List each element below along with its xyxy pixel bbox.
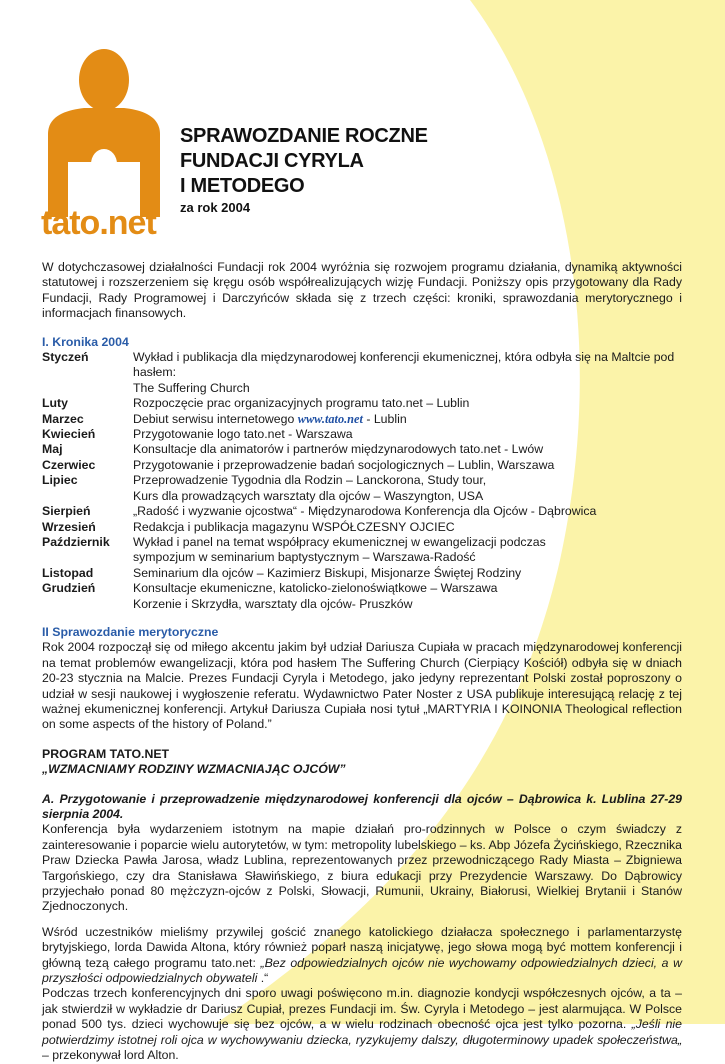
program-heading: PROGRAM TATO.NET xyxy=(42,746,170,761)
alton-paragraph xyxy=(42,925,682,987)
month-name-spacer xyxy=(42,489,133,504)
kronika-row xyxy=(42,396,682,411)
kronika-row xyxy=(42,535,682,550)
month-description-text: Debiut serwisu internetowego xyxy=(133,411,295,426)
kronika-list xyxy=(42,350,682,612)
intro-paragraph: W dotychczasowej działalności Fundacji rok 2004 wyróżnia się rozwojem programu działania, dynamiką aktywności statutowej i rozszerzeniem się kręgu osób współrealizujących wizję Fundacji. Poniższy opis przygotowany dla Rady Fundacji, Rady Programowej i Darczyńców składa się z trzech części: kroniki, sprawozdania merytorycznego i informacjach finansowych. xyxy=(42,260,682,321)
month-name: Styczeń xyxy=(42,350,89,365)
kronika-row xyxy=(42,581,682,596)
kronika-row xyxy=(42,489,682,504)
kronika-row xyxy=(42,597,682,612)
month-description-text: Konsultacje dla animatorów i partnerów międzynarodowych tato.net - Lwów xyxy=(133,442,544,457)
month-description xyxy=(133,458,682,473)
kronika-row xyxy=(42,442,682,457)
kronika-row xyxy=(42,473,682,488)
month-description xyxy=(133,566,682,581)
month-name-spacer xyxy=(42,381,133,396)
document-title xyxy=(180,124,428,215)
month-description-text: sympozjum w seminarium baptystycznym – Warszawa-Radość xyxy=(133,550,476,565)
month-name: Marzec xyxy=(42,411,84,426)
month-description xyxy=(133,550,682,565)
kronika-row xyxy=(42,520,682,535)
alton-quote-end: .“ xyxy=(257,971,269,986)
month-description-text: Przygotowanie logo tato.net - Warszawa xyxy=(133,427,353,442)
month-description-text: Redakcja i publikacja magazynu WSPÓŁCZESNY OJCIEC xyxy=(133,519,455,534)
month-description xyxy=(133,597,682,612)
month-description xyxy=(133,442,682,457)
month-name-spacer xyxy=(42,550,133,565)
month-description xyxy=(133,381,682,396)
title-line-2: FUNDACJI CYRYLA xyxy=(180,150,364,172)
logo-wordmark: tato.net xyxy=(41,204,156,242)
month-description-text: Seminarium dla ojców – Kazimierz Biskupi, Misjonarze Świętej Rodziny xyxy=(133,565,522,580)
month-description-text: Przeprowadzenie Tygodnia dla Rodzin – Lanckorona, Study tour, xyxy=(133,473,487,488)
month-description-text: Rozpoczęcie prac organizacyjnych programu tato.net – Lublin xyxy=(133,396,470,411)
month-description-text: Wykład i panel na temat współpracy ekumenicznej w ewangelizacji podczas xyxy=(133,534,546,549)
month-description-text: „Radość i wyzwanie ojcostwa“ - Międzynarodowa Konferencja dla Ojców - Dąbrowica xyxy=(133,504,597,519)
month-description xyxy=(133,535,682,550)
month-name: Październik xyxy=(42,534,110,549)
month-name-spacer xyxy=(42,597,133,612)
month-description xyxy=(133,412,682,427)
kronika-row xyxy=(42,566,682,581)
diagnosis-paragraph-text: Podczas trzech konferencyjnych dni sporo uwagi poświęcono m.in. diagnozie kondycji współczesnych ojców, a ta – jak stwierdził w wykładzie dr Dariusz Cupiał, prezes Fundacji im. Św. Cyryla i Metodego – jest alarmująca. W Polsce ponad 500 tys. dzieci wychowuje się bez ojców, a w wielu rodzinach obecność ojca jest tylko pozorna. xyxy=(42,986,682,1032)
month-description xyxy=(133,427,682,442)
month-name: Grudzień xyxy=(42,581,96,596)
month-description xyxy=(133,504,682,519)
month-description xyxy=(133,396,682,411)
month-name: Lipiec xyxy=(42,473,78,488)
month-description-text: Kurs dla prowadzących warsztaty dla ojców – Waszyngton, USA xyxy=(133,488,484,503)
kronika-row xyxy=(42,504,682,519)
merytoryczne-paragraph: Rok 2004 rozpoczął się od miłego akcentu jakim był udział Dariusza Cupiała w pracach międzynarodowej konferencji na temat problemów ewangelizacji, która pod hasłem The Suffering Church (Cierpiący Kościół) odbyła się w dniach 20-23 stycznia na Malcie. Prezes Fundacji Cyryla i Metodego, jako jedyny reprezentant Polski został poproszony o udział w sesji naukowej i wygłoszenie referatu. Wydawnictwo Pater Noster z USA publikuje interesującą relację z tej ważnej ekumenicznej konferencji. Artykuł Dariusza Cupiała nosi tytuł „MARTYRIA I KOINONIA Theological reflection on some aspects of the history of Poland.” xyxy=(42,640,682,732)
kronika-row xyxy=(42,412,682,427)
month-description-text: Wykład i publikacja dla międzynarodowej konferencji ekumenicznej, która odbyła się na Maltcie pod hasłem: xyxy=(133,350,675,380)
kronika-row xyxy=(42,381,682,396)
month-description xyxy=(133,473,682,488)
title-subtitle: za rok 2004 xyxy=(180,200,251,215)
month-name: Kwiecień xyxy=(42,427,96,442)
month-description-text: Konsultacje ekumeniczne, katolicko-zielonoświątkowe – Warszawa xyxy=(133,581,498,596)
month-description-text: Przygotowanie i przeprowadzenie badań socjologicznych – Lublin, Warszawa xyxy=(133,457,555,472)
section-a-title: A. Przygotowanie i przeprowadzenie międzynarodowej konferencji dla ojców – Dąbrowica k. Lublina 27-29 sierpnia 2004. xyxy=(42,791,682,821)
month-description-text: Korzenie i Skrzydła, warsztaty dla ojców- Pruszków xyxy=(133,596,413,611)
month-description xyxy=(133,489,682,504)
month-name: Sierpień xyxy=(42,504,91,519)
diagnosis-paragraph xyxy=(42,986,682,1063)
merytoryczne-heading: II Sprawozdanie merytoryczne xyxy=(42,624,219,639)
kronika-row xyxy=(42,458,682,473)
month-name: Luty xyxy=(42,396,68,411)
month-name: Czerwiec xyxy=(42,457,96,472)
kronika-row xyxy=(42,550,682,565)
section-a-paragraph: Konferencja była wydarzeniem istotnym na mapie działań pro-rodzinnych w Polsce o czym świadczy z zainteresowanie i poparcie wielu autorytetów, w tym: metropolity lubelskiego – ks. Abp Józefa Życińskiego, Rzecznika Praw Dziecka Pawła Jarosa, władz Lublina, reprezentowanych przez przewodniczącego Rady Miasta – Zbigniewa Targońskiego, czy dra Stanisława Sławińskiego, z biura edukacji przy Prezydencie Warszawy. Do Dąbrowicy przyjechało ponad 80 mężczyzn-ojców z Polski, Słowacji, Rumunii, Ukrainy, Białorusi, Wielkiej Brytanii i Stanów Zjednoczonych. xyxy=(42,822,682,914)
kronika-row xyxy=(42,350,682,381)
diagnosis-paragraph-end: – przekonywał lord Alton. xyxy=(42,1048,179,1063)
month-description-suffix: - Lublin xyxy=(362,411,407,426)
title-line-1: SPRAWOZDANIE ROCZNE xyxy=(180,125,428,147)
website-link[interactable]: www.tato.net xyxy=(297,411,363,426)
report-body xyxy=(42,260,682,1064)
title-line-3: I METODEGO xyxy=(180,175,305,197)
kronika-heading: I. Kronika 2004 xyxy=(42,334,129,349)
diagnosis-quote: „Jeśli nie potwierdzimy istotnej roli ojca w wychowywaniu dziecka, ryzykujemy dalszy, długoterminowy upadek społeczeństwa„ xyxy=(42,1017,682,1047)
month-description xyxy=(133,581,682,596)
alton-paragraph-text: Wśród uczestników mieliśmy przywilej gościć znanego katolickiego działacza społecznego i parlamentarzystę brytyjskiego, lorda Dawida Altona, który również poparł naszą inicjatywę, jego słowa mogą być mottem konferencji i główną tezą całego programu tato.net: xyxy=(42,924,682,970)
month-description xyxy=(133,350,682,381)
month-name: Listopad xyxy=(42,565,94,580)
month-name: Wrzesień xyxy=(42,519,96,534)
alton-quote: „Bez odpowiedzialnych ojców nie wychowamy odpowiedzialnych dzieci, a w przyszłości odpowiedzialnych obywateli xyxy=(42,955,682,986)
program-slogan: „WZMACNIAMY RODZINY WZMACNIAJĄC OJCÓW” xyxy=(42,762,346,777)
kronika-row xyxy=(42,427,682,442)
month-description-text: The Suffering Church xyxy=(133,380,250,395)
month-description xyxy=(133,520,682,535)
month-name: Maj xyxy=(42,442,63,457)
